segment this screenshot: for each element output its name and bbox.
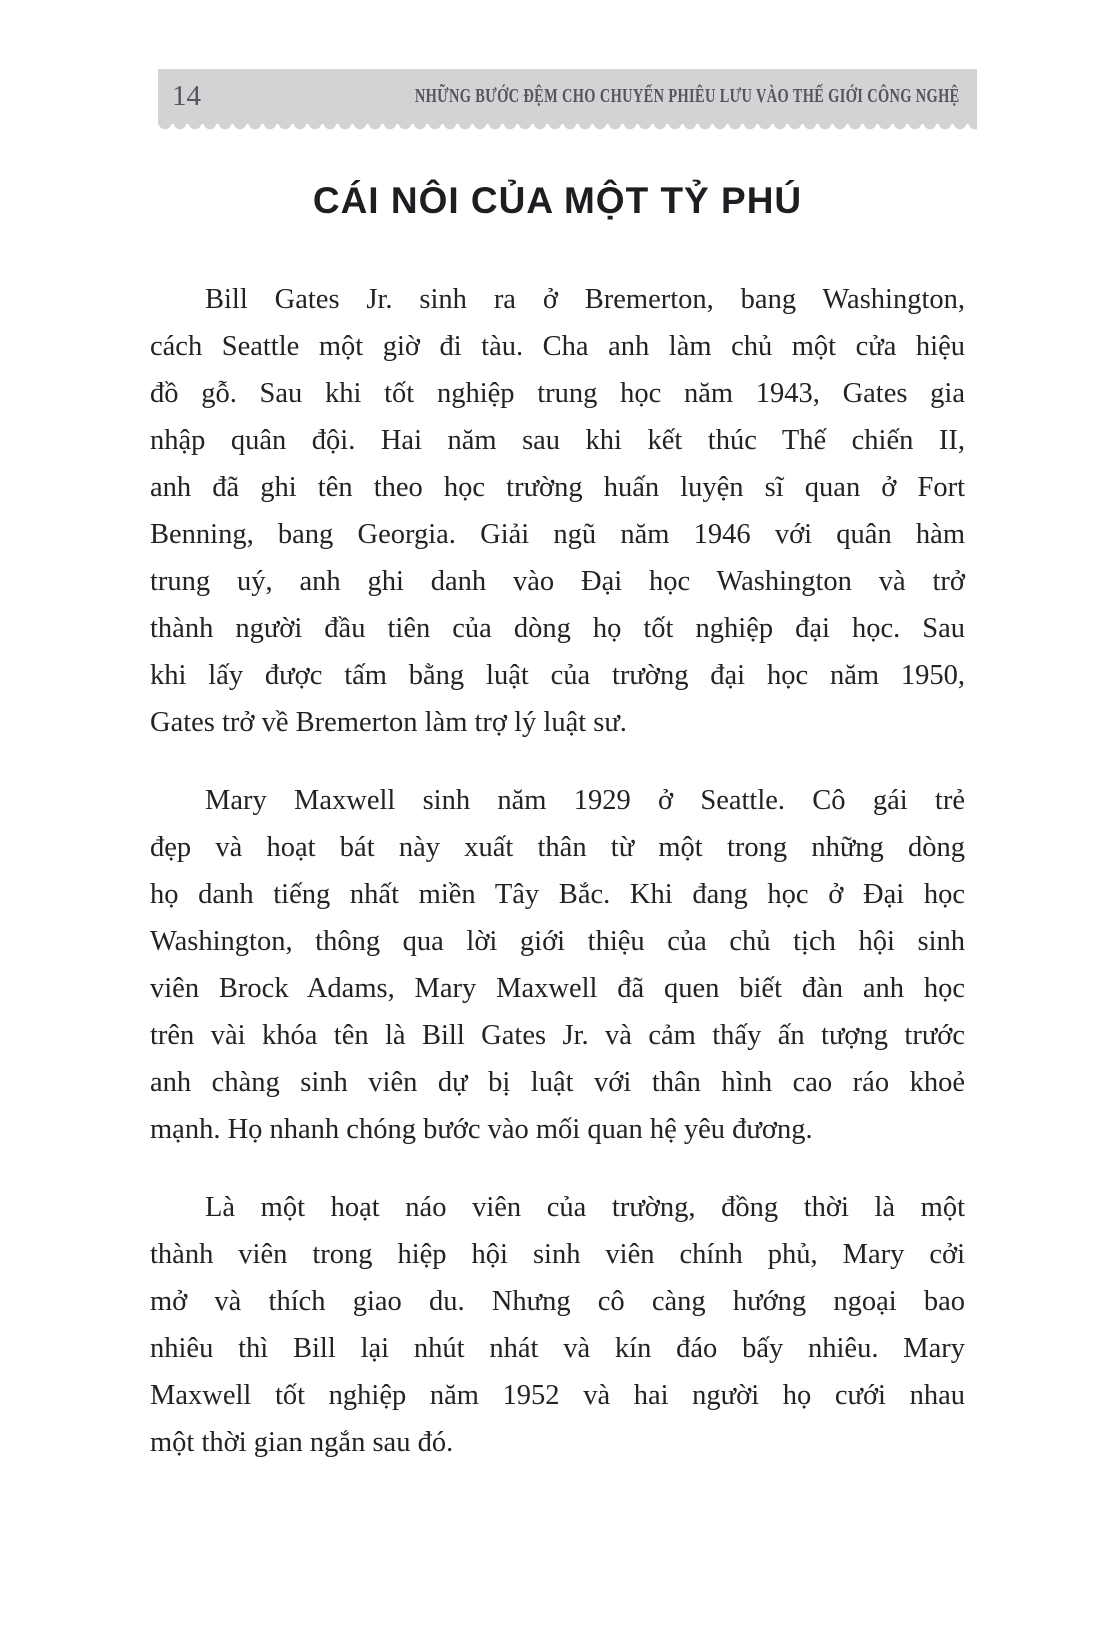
page-header-bar [158, 69, 977, 124]
text-line: khi lấy được tấm bằng luật của trường đại học năm 1950, [150, 660, 965, 691]
text-line: viên Brock Adams, Mary Maxwell đã quen biết đàn anh học [150, 973, 965, 1004]
text-line: mở và thích giao du. Nhưng cô càng hướng ngoại bao [150, 1286, 965, 1317]
text-line: đồ gỗ. Sau khi tốt nghiệp trung học năm 1943, Gates gia [150, 378, 965, 409]
text-line: Bill Gates Jr. sinh ra ở Bremerton, bang Washington, [205, 284, 965, 315]
text-line: thành viên trong hiệp hội sinh viên chính phủ, Mary cởi [150, 1239, 965, 1270]
text-line: Maxwell tốt nghiệp năm 1952 và hai người họ cưới nhau [150, 1380, 965, 1411]
text-line: đẹp và hoạt bát này xuất thân từ một trong những dòng [150, 832, 965, 863]
text-line: anh chàng sinh viên dự bị luật với thân hình cao ráo khoẻ [150, 1067, 965, 1098]
text-line: nhập quân đội. Hai năm sau khi kết thúc Thế chiến II, [150, 425, 965, 456]
text-line: trên vài khóa tên là Bill Gates Jr. và cảm thấy ấn tượng trước [150, 1020, 965, 1051]
text-line: họ danh tiếng nhất miền Tây Bắc. Khi đang học ở Đại học [150, 879, 965, 910]
text-line: một thời gian ngắn sau đó. [150, 1427, 454, 1458]
text-line: Gates trở về Bremerton làm trợ lý luật sư. [150, 707, 627, 738]
page-number: 14 [172, 80, 201, 112]
running-title: NHỮNG BƯỚC ĐỆM CHO CHUYẾN PHIÊU LƯU VÀO THẾ GIỚI CÔNG NGHỆ [415, 85, 960, 107]
text-line: mạnh. Họ nhanh chóng bước vào mối quan hệ yêu đương. [150, 1114, 813, 1145]
text-line: Là một hoạt náo viên của trường, đồng thời là một [205, 1192, 965, 1223]
text-line: anh đã ghi tên theo học trường huấn luyện sĩ quan ở Fort [150, 472, 965, 503]
chapter-title: CÁI NÔI CỦA MỘT TỶ PHÚ [312, 180, 803, 221]
text-line: Washington, thông qua lời giới thiệu của chủ tịch hội sinh [150, 926, 965, 957]
text-line: thành người đầu tiên của dòng họ tốt nghiệp đại học. Sau [150, 613, 965, 644]
paragraph [150, 276, 965, 746]
text-line: cách Seattle một giờ đi tàu. Cha anh làm chủ một cửa hiệu [150, 331, 965, 362]
text-line: Benning, bang Georgia. Giải ngũ năm 1946 với quân hàm [150, 519, 965, 550]
body-text [150, 276, 965, 1466]
text-line: nhiêu thì Bill lại nhút nhát và kín đáo bấy nhiêu. Mary [150, 1333, 965, 1364]
text-line: Mary Maxwell sinh năm 1929 ở Seattle. Cô gái trẻ [205, 785, 965, 816]
text-line: trung uý, anh ghi danh vào Đại học Washington và trở [150, 566, 965, 597]
paragraph [150, 777, 965, 1153]
paragraph [150, 1184, 965, 1466]
